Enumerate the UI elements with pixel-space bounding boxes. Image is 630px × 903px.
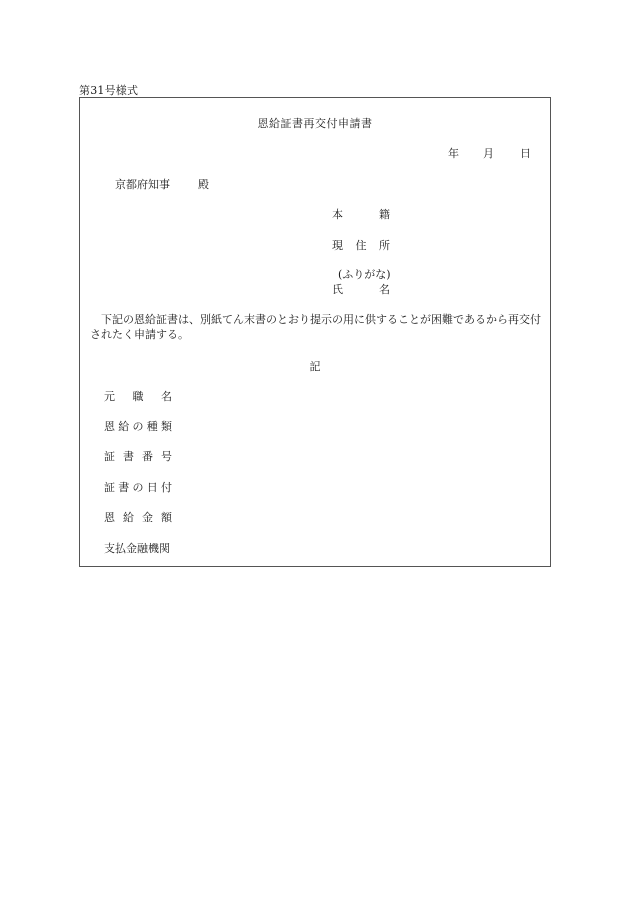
item-char: 名 — [161, 390, 172, 403]
item-char: 証 — [104, 450, 115, 463]
item-char: 額 — [161, 511, 172, 524]
item-char: 給 — [123, 511, 134, 524]
shimei-char: 氏 — [332, 283, 343, 296]
item-char: 種 — [146, 420, 158, 433]
item-char: 類 — [161, 420, 172, 433]
furigana-label: (ふりがな) — [338, 268, 391, 281]
shimei-char: 名 — [379, 283, 390, 296]
item-char: 号 — [161, 450, 172, 463]
honseki-label — [332, 206, 390, 222]
shimei-label — [332, 281, 390, 297]
item-char: 元 — [104, 390, 115, 403]
ki-heading: 記 — [309, 360, 321, 373]
genjusho-char: 住 — [355, 239, 367, 252]
form-number: 第31号様式 — [79, 84, 139, 97]
item-char: 日 — [146, 481, 158, 494]
item-char: 給 — [118, 420, 130, 433]
item-onkyu-kingaku — [104, 509, 172, 525]
item-char: の — [132, 420, 144, 433]
item-char: 恩 — [104, 511, 115, 524]
item-char: 恩 — [104, 420, 115, 433]
addressee-name: 京都府知事 — [115, 178, 170, 191]
item-char: 証 — [104, 481, 115, 494]
item-char: 書 — [123, 450, 134, 463]
item-char: 番 — [142, 450, 153, 463]
genjusho-char: 所 — [379, 239, 390, 252]
item-char: の — [132, 481, 144, 494]
date-month-label: 月 — [483, 147, 494, 160]
item-char: 金 — [142, 511, 153, 524]
item-char: 書 — [118, 481, 130, 494]
addressee — [115, 176, 209, 192]
addressee-honorific: 殿 — [198, 178, 209, 191]
item-shosho-bango — [104, 448, 172, 464]
item-shosho-hizuke — [104, 479, 172, 495]
item-shiharai-kikan: 支払金融機関 — [104, 542, 170, 555]
honseki-char: 籍 — [379, 208, 390, 221]
date-year-label: 年 — [448, 147, 459, 160]
genjusho-label — [332, 237, 390, 253]
genjusho-char: 現 — [332, 239, 343, 252]
application-form-frame — [79, 97, 551, 567]
date-day-label: 日 — [520, 147, 531, 160]
item-onkyu-shurui — [104, 418, 172, 434]
item-moto-shokumei — [104, 388, 172, 404]
request-body-text: 下記の恩給証書は、別紙てん末書のとおり提示の用に供することが困難であるから再交付されたく申請する。 — [90, 313, 541, 341]
form-title: 恩給証書再交付申請書 — [257, 117, 373, 130]
honseki-char: 本 — [332, 208, 343, 221]
item-char: 付 — [161, 481, 172, 494]
item-char: 職 — [132, 390, 144, 403]
